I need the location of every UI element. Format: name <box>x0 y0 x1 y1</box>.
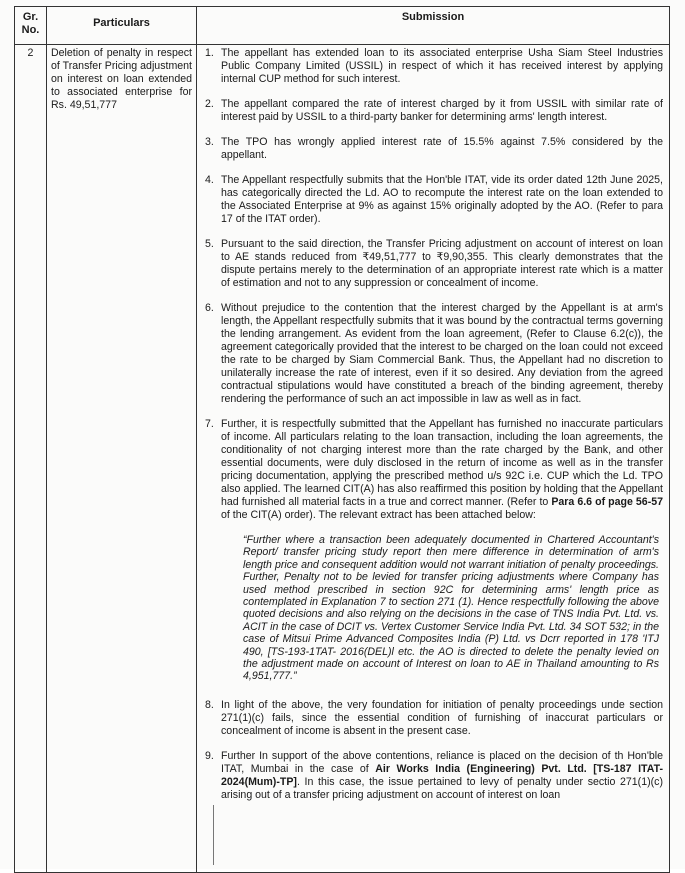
item-text: The TPO has wrongly applied interest rate of 15.5% against 7.5% considered by the appellant. <box>221 136 663 161</box>
cit-order-quote: “Further where a transaction been adequately documented in Chartered Accountant's Report/ transfer pricing study report then mere difference in determination of arm's length price and consequent addition would not warrant initiation of penalty proceedings. Further, Penalty not to be levied for transfer pricing adjustments where Company has used method prescribed in section 92C for determining arms' length price as contemplated in Explanation 7 to section 271 (1). Hence respectfully following the above quoted decisions and also relying on the decisions in the case of TNS India Pvt. Ltd. vs. ACIT in the case of DCIT vs. Vertex Customer Service India Pvt. Ltd. 34 SOT 532; in the case of Mitsui Prime Advanced Composites India (P) Ltd. vs Dcrr reported in 178 'ITJ 490, [TS-193-1TAT- 2016(DEL)l etc. the AO is directed to delete the penalty levied on the adjustment made on account of Interest on loan to AE in Thailand amounting to Rs 4,951,777.” <box>243 534 659 683</box>
item-number: 3. <box>205 136 214 148</box>
header-particulars: Particulars <box>47 7 197 45</box>
submission-item-1 <box>197 47 669 86</box>
submission-item-8 <box>197 699 669 738</box>
item-text: . In this case, the issue pertained to levy of penalty under sectio 271(1)(c) arising out of a transfer pricing adjustment on account of interest on loan <box>221 775 663 801</box>
item-number: 4. <box>205 174 214 186</box>
item-text: Pursuant to the said direction, the Transfer Pricing adjustment on account of interest on loan to AE stands reduced from ₹49,51,777 to ₹9,90,355. This clearly demonstrates that the dispute pertains merely to the determination of an appropriate interest rate which is a matter of estimation and not to any suppression or concealment of income. <box>221 238 663 289</box>
submission-item-3 <box>197 136 669 162</box>
item-number: 9. <box>205 749 214 762</box>
submission-item-9 <box>197 750 669 802</box>
submission-item-6 <box>197 302 669 406</box>
item-number: 7. <box>205 418 214 430</box>
header-submission: Submission <box>197 7 670 45</box>
item-number: 5. <box>205 238 214 250</box>
gr-no-cell: 2 <box>15 45 47 873</box>
submission-item-5 <box>197 238 669 290</box>
submission-item-2 <box>197 98 669 124</box>
header-gr-no: Gr. No. <box>15 7 47 45</box>
item-number: 6. <box>205 302 214 314</box>
item-text-bold: Para 6.6 of page 56-57 <box>551 496 663 508</box>
margin-mark <box>213 805 216 865</box>
item-text: The appellant has extended loan to its associated enterprise Usha Siam Steel Industries Public Company Limited (USSIL) in respect of which it has received interest by applying internal CUP method for such interest. <box>221 47 663 85</box>
submission-item-7 <box>197 418 669 522</box>
item-text: The appellant compared the rate of interest charged by it from USSIL with similar rate of interest paid by USSIL to a third-party banker for determining arms' length interest. <box>221 98 663 123</box>
item-text: Further, it is respectfully submitted that the Appellant has furnished no inaccurate particulars of income. All particulars relating to the loan transaction, including the loan agreements, the conditionality of not charging interest more than the rate charged by the Bank, and other essential documents, were duly disclosed in the return of income as well as in the transfer pricing documentation, applying the prescribed method u/s 92C i.e. CUP which the Ld. TPO also applied. The learned CIT(A) has also reaffirmed this position by holding that the Appellant had furnished all material facts in a true and correct manner. (Refer to <box>221 418 663 508</box>
particulars-cell: Deletion of penalty in respect of Transfer Pricing adjustment on interest on loan extended to associated enterprise for Rs. 49,51,777 <box>47 45 197 873</box>
table-header-row <box>15 7 670 45</box>
item-number: 1. <box>205 47 214 59</box>
table-row <box>15 45 670 873</box>
item-number: 8. <box>205 698 214 711</box>
item-text: The Appellant respectfully submits that the Hon'ble ITAT, vide its order dated 12th June 2025, has categorically directed the Ld. AO to recompute the interest rate on the loan extended to the Associated Enterprise at 9% as against 15% originally adopted by the AO. (Refer to para 17 of the ITAT order). <box>221 174 663 225</box>
item-number: 2. <box>205 98 214 110</box>
submission-item-4 <box>197 174 669 226</box>
item-text: In light of the above, the very foundation for initiation of penalty proceedings unde section 271(1)(c) fails, since the essential condition of furnishing of inaccurat particulars or concealment of income is absent in the present case. <box>221 698 663 737</box>
submission-table <box>14 6 670 873</box>
submission-cell <box>197 45 670 873</box>
item-text-bold: Air Works India (Engineering) Pvt. Ltd. [TS-187 ITAT-2024(Mum)-TP] <box>221 762 663 788</box>
item-text: of the CIT(A) order). The relevant extract has been attached below: <box>221 509 536 521</box>
item-text: Further In support of the above contentions, reliance is placed on the decision of th Hon'ble ITAT, Mumbai in the case of <box>221 749 663 775</box>
item-text: Without prejudice to the contention that the interest charged by the Appellant is at arm's length, the Appellant respectfully submits that it was bound by the contractual terms governing the lending arrangement. As evident from the loan agreement, (Refer to Clause 6.2(c)), the agreement categorically provided that the interest to be charged on the loan could not exceed the rate to be charged by Siam Commercial Bank. Thus, the Appellant had no discretion to unilaterally increase the rate of interest, even if it so desired. Any deviation from the agreed contractual stipulations would have constituted a breach of the binding agreement, thereby rendering the performance of such an act impossible in law as well as in fact. <box>221 302 663 405</box>
